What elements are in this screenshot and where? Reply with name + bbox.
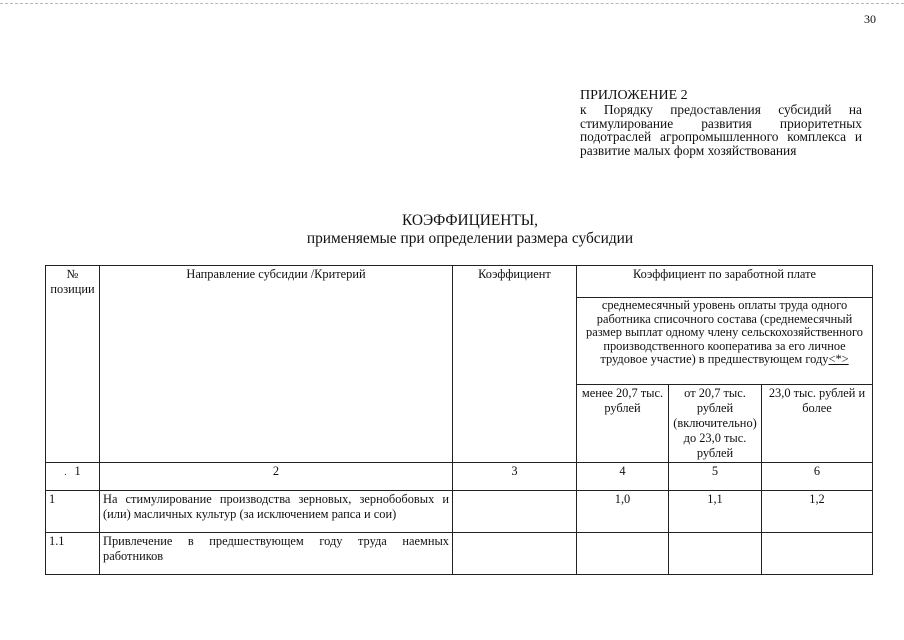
appendix-text: к Порядку предоставления субсидий на стимулирование развития приоритетных подотраслей агропромышленного комплекса и развитие малых форм хозяйствования	[580, 102, 862, 158]
cell-direction: Привлечение в предшествующем году труда наемных работников	[100, 533, 453, 575]
cell-coefficient	[453, 491, 577, 533]
header-less-20-7: менее 20,7 тыс. рублей	[577, 385, 669, 463]
appendix-title: ПРИЛОЖЕНИЕ 2	[580, 88, 688, 103]
document-title-line1: КОЭФФИЦИЕНТЫ,	[401, 212, 539, 229]
cell-value-less: 1,0	[577, 491, 669, 533]
column-number: 2	[100, 463, 453, 491]
cell-coefficient	[453, 533, 577, 575]
column-number: . 1	[46, 463, 100, 491]
header-23-and-more: 23,0 тыс. рублей и более	[762, 385, 873, 463]
header-position: № позиции	[46, 266, 100, 463]
column-number: 3	[453, 463, 577, 491]
cell-value-mid	[669, 533, 762, 575]
column-number: 6	[762, 463, 873, 491]
page-number: 30	[864, 12, 876, 26]
cell-value-mid: 1,1	[669, 491, 762, 533]
footnote-link[interactable]: <*>	[828, 352, 849, 366]
cell-position: 1	[46, 491, 100, 533]
header-row	[46, 266, 873, 298]
document-title-line2: применяемые при определении размера субсидии	[306, 230, 634, 247]
table-row	[46, 533, 873, 575]
header-coefficient: Коэффициент	[453, 266, 577, 463]
header-avg-salary-text: среднемесячный уровень оплаты труда одного работника списочного состава (среднемесячный размер выплат одному члену сельскохозяйственного производственного кооператива за его личное трудовое участие) в предшествующем году	[586, 298, 863, 366]
cell-value-more	[762, 533, 873, 575]
scan-edge-line	[0, 3, 904, 4]
cell-direction: На стимулирование производства зерновых, зернобобовых и (или) масличных культур (за исключением рапса и сои)	[100, 491, 453, 533]
document-title	[180, 212, 760, 248]
appendix-block	[580, 88, 862, 157]
cell-value-more: 1,2	[762, 491, 873, 533]
header-20-7-to-23: от 20,7 тыс. рублей (включительно) до 23,0 тыс. рублей	[669, 385, 762, 463]
cell-position: 1.1	[46, 533, 100, 575]
header-salary-coefficient: Коэффициент по заработной плате	[577, 266, 873, 298]
header-direction: Направление субсидии /Критерий	[100, 266, 453, 463]
column-number: 5	[669, 463, 762, 491]
column-number: 4	[577, 463, 669, 491]
column-numbers-row	[46, 463, 873, 491]
header-avg-salary	[577, 298, 873, 385]
cell-value-less	[577, 533, 669, 575]
coefficients-table	[45, 265, 873, 575]
table-row	[46, 491, 873, 533]
